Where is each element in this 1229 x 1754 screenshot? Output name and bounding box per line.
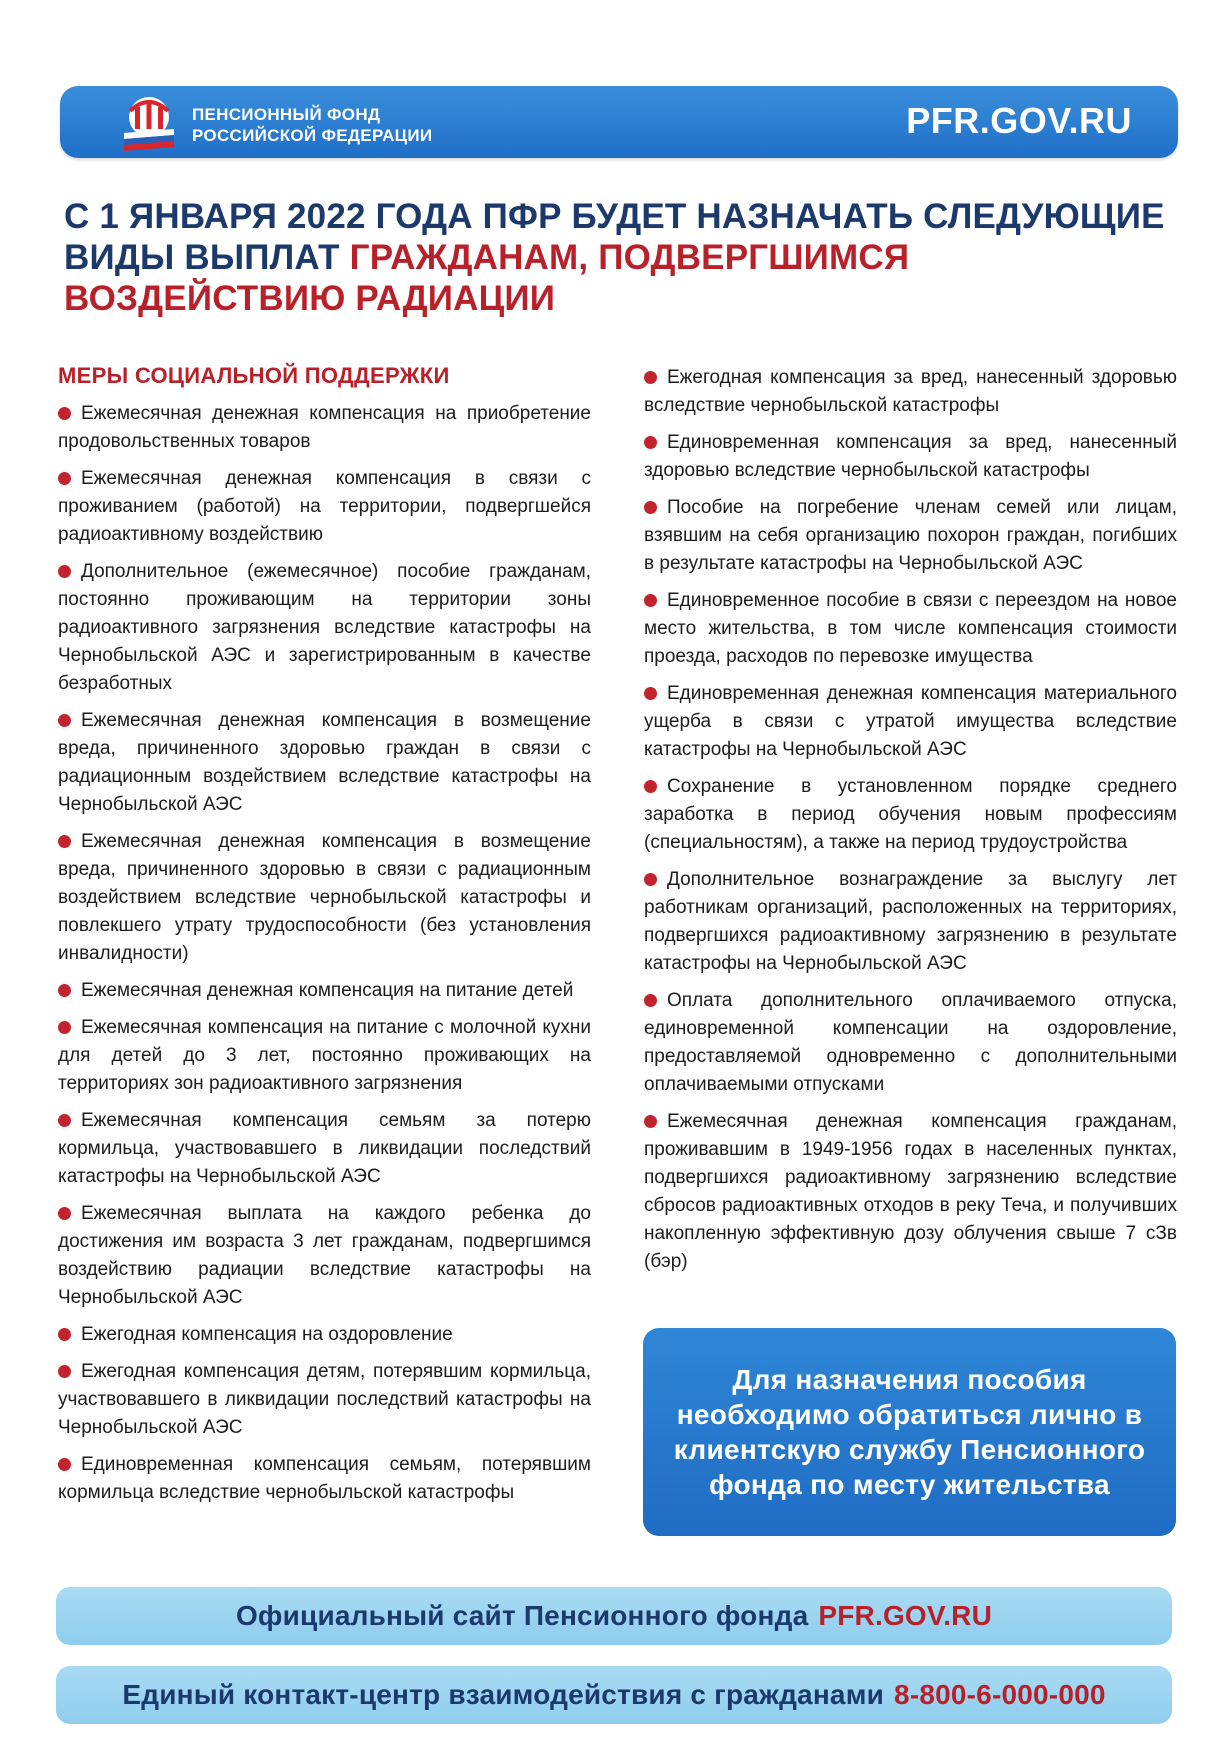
list-item-text: Ежемесячная компенсация семьям за потерю кормильца, участвовавшего в ликвидации последствий катастрофы на Чернобыльской АЭС	[58, 1110, 591, 1187]
bullet-icon	[644, 594, 657, 607]
bullet-icon	[58, 565, 71, 578]
org-name-line1: ПЕНСИОННЫЙ ФОНД	[192, 105, 381, 124]
bullet-icon	[644, 873, 657, 886]
list-item-text: Единовременная компенсация за вред, нанесенный здоровью вследствие чернобыльской катастрофы	[644, 432, 1177, 481]
list-item	[58, 1107, 591, 1191]
pfr-logo-icon	[118, 95, 180, 151]
bullet-icon	[58, 407, 71, 420]
footer-site-bar	[56, 1587, 1172, 1645]
org-name-line2: РОССИЙСКОЙ ФЕДЕРАЦИИ	[192, 126, 433, 145]
info-box	[643, 1328, 1176, 1536]
list-item-text: Ежемесячная компенсация на питание с молочной кухни для детей до 3 лет, постоянно проживающих на территориях зон радиоактивного загрязнения	[58, 1017, 591, 1094]
bullet-icon	[644, 687, 657, 700]
list-item-text: Ежемесячная выплата на каждого ребенка до достижения им возраста 3 лет гражданам, подвергшимся воздействию радиации вследствие катастрофы на Чернобыльской АЭС	[58, 1203, 591, 1308]
list-item	[58, 1451, 591, 1507]
list-item-text: Дополнительное (ежемесячное) пособие гражданам, постоянно проживающим на территории зоны радиоактивного загрязнения вследствие катастрофы на Чернобыльской АЭС и зарегистрированным в качестве безработных	[58, 561, 591, 694]
list-item-text: Ежемесячная денежная компенсация в связи с проживанием (работой) на территории, подвергшейся радиоактивному воздействию	[58, 468, 591, 545]
title-part2: ГРАЖДАНАМ, ПОДВЕРГШИМСЯ ВОЗДЕЙСТВИЮ РАДИАЦИИ	[64, 238, 910, 318]
left-column	[58, 360, 591, 1516]
list-item-text: Ежегодная компенсация за вред, нанесенный здоровью вследствие чернобыльской катастрофы	[644, 367, 1177, 416]
list-item	[58, 1321, 591, 1349]
bullet-icon	[644, 371, 657, 384]
list-item	[58, 400, 591, 456]
list-item-text: Оплата дополнительного оплачиваемого отпуска, единовременной компенсации на оздоровление, предоставляемой одновременно с дополнительными оплачиваемыми отпусками	[644, 990, 1177, 1095]
title-part1: С 1 ЯНВАРЯ 2022 ГОДА ПФР БУДЕТ НАЗНАЧАТЬ СЛЕДУЮЩИЕ ВИДЫ ВЫПЛАТ	[64, 197, 1165, 277]
list-item	[644, 866, 1177, 978]
list-item	[58, 465, 591, 549]
list-item-text: Ежегодная компенсация детям, потерявшим кормильца, участвовавшего в ликвидации последствий катастрофы на Чернобыльской АЭС	[58, 1361, 591, 1438]
footer-site-label: Официальный сайт Пенсионного фонда	[235, 1600, 809, 1631]
list-item-text: Ежемесячная денежная компенсация на приобретение продовольственных товаров	[58, 403, 591, 452]
left-list	[58, 400, 591, 1507]
right-column	[644, 364, 1177, 1285]
list-item	[58, 828, 591, 968]
list-item	[58, 1200, 591, 1312]
list-item-text: Единовременная денежная компенсация материального ущерба в связи с утратой имущества вследствие катастрофы на Чернобыльской АЭС	[644, 683, 1177, 760]
list-item-text: Ежемесячная денежная компенсация гражданам, проживавшим в 1949-1956 годах в населенных пунктах, подвергшихся радиоактивному загрязнению вследствие сбросов радиоактивных отходов в реку Теча, и получивших накопленную эффективную дозу облучения свыше 7 сЗв (бэр)	[644, 1111, 1177, 1272]
list-item	[58, 1014, 591, 1098]
list-item-text: Ежемесячная денежная компенсация в возмещение вреда, причиненного здоровью в связи с радиационным воздействием вследствие чернобыльской катастрофы и повлекшего утрату трудоспособности (без установления инвалидности)	[58, 831, 591, 964]
list-item-text: Ежемесячная денежная компенсация в возмещение вреда, причиненного здоровью граждан в связи с радиационным воздействием вследствие катастрофы на Чернобыльской АЭС	[58, 710, 591, 815]
bullet-icon	[58, 1021, 71, 1034]
bullet-icon	[58, 1207, 71, 1220]
list-item-text: Ежемесячная денежная компенсация на питание детей	[81, 980, 574, 1001]
list-item-text: Сохранение в установленном порядке среднего заработка в период обучения новым профессиям (специальностям), а также на период трудоустройства	[644, 776, 1177, 853]
bullet-icon	[644, 436, 657, 449]
list-item	[58, 707, 591, 819]
bullet-icon	[58, 1458, 71, 1471]
list-item-text: Единовременная компенсация семьям, потерявшим кормильца вследствие чернобыльской катастрофы	[58, 1454, 591, 1503]
bullet-icon	[644, 1115, 657, 1128]
bullet-icon	[58, 1114, 71, 1127]
bullet-icon	[644, 501, 657, 514]
list-item	[58, 1358, 591, 1442]
bullet-icon	[58, 472, 71, 485]
bullet-icon	[58, 984, 71, 997]
list-item	[644, 364, 1177, 420]
footer-contact-bar	[56, 1666, 1172, 1724]
org-name	[192, 104, 432, 146]
footer-contact-label: Единый контакт-центр взаимодействия с гражданами	[122, 1679, 885, 1710]
list-item	[644, 1108, 1177, 1276]
list-item	[58, 558, 591, 698]
list-item-text: Дополнительное вознаграждение за выслугу лет работникам организаций, расположенных на территориях, подвергшихся радиоактивному загрязнению в результате катастрофы на Чернобыльской АЭС	[644, 869, 1177, 974]
list-item	[644, 987, 1177, 1099]
list-item	[644, 429, 1177, 485]
bullet-icon	[644, 994, 657, 1007]
bullet-icon	[644, 780, 657, 793]
list-item	[644, 587, 1177, 671]
page-title	[64, 196, 1184, 319]
section-title: МЕРЫ СОЦИАЛЬНОЙ ПОДДЕРЖКИ	[58, 363, 450, 388]
list-item	[644, 680, 1177, 764]
list-item-text: Пособие на погребение членам семей или лицам, взявшим на себя организацию похорон граждан, погибших в результате катастрофы на Чернобыльской АЭС	[644, 497, 1177, 574]
list-item	[644, 773, 1177, 857]
bullet-icon	[58, 1365, 71, 1378]
footer-phone-link[interactable]: 8-800-6-000-000	[894, 1679, 1106, 1710]
list-item	[644, 494, 1177, 578]
list-item-text: Ежегодная компенсация на оздоровление	[81, 1324, 453, 1345]
list-item-text: Единовременное пособие в связи с переездом на новое место жительства, в том числе компенсация стоимости проезда, расходов по перевозке имущества	[644, 590, 1177, 667]
bullet-icon	[58, 1328, 71, 1341]
footer-site-link[interactable]: PFR.GOV.RU	[818, 1600, 993, 1631]
header-site-link[interactable]: PFR.GOV.RU	[906, 100, 1132, 141]
list-item	[58, 977, 591, 1005]
header-banner	[60, 86, 1178, 158]
info-box-text: Для назначения пособия необходимо обратиться лично в клиентскую службу Пенсионного фонда по месту жительства	[673, 1364, 1146, 1500]
right-list	[644, 364, 1177, 1276]
bullet-icon	[58, 714, 71, 727]
bullet-icon	[58, 835, 71, 848]
